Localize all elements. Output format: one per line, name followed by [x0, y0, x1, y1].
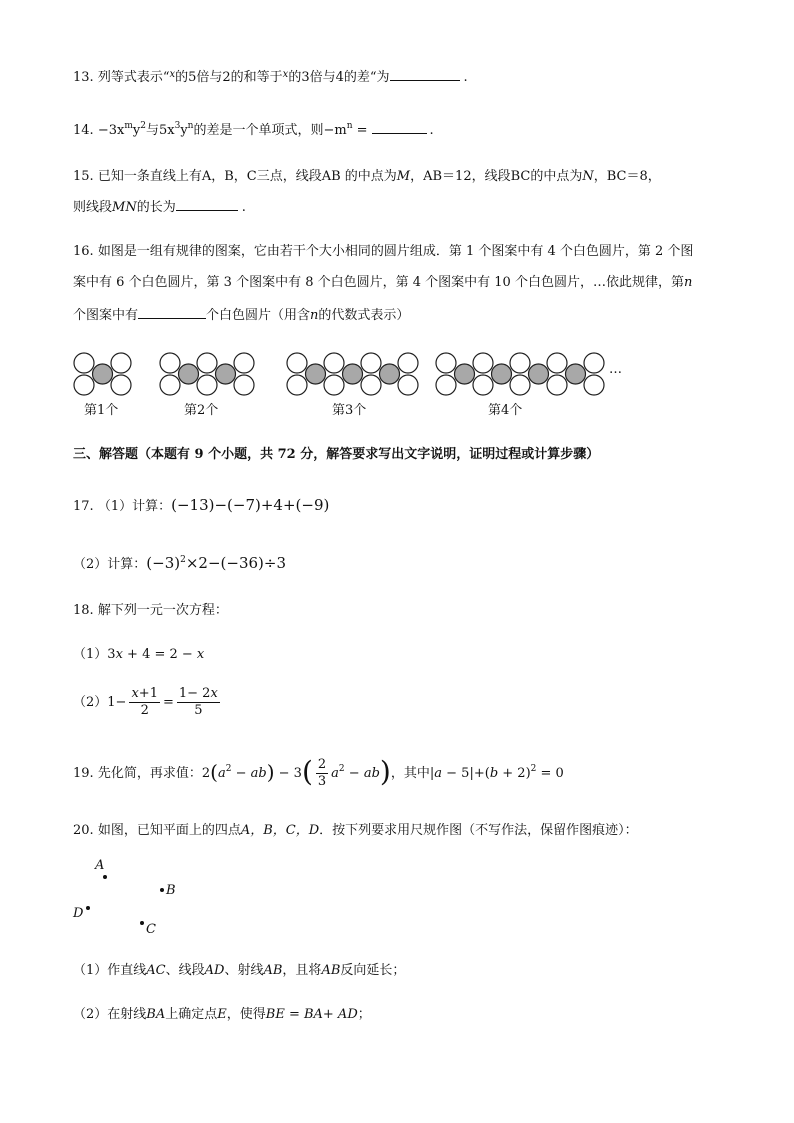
- pattern-label-4: 第4个: [488, 403, 523, 418]
- white-disc: [160, 353, 180, 373]
- q20-part2: （2）在射线BA上确定点E，使得BE = BA+ AD；: [73, 1007, 371, 1022]
- white-disc: [398, 375, 418, 395]
- fraction: $\frac{1- 2x}{5}$: [178, 686, 218, 718]
- gray-disc: [179, 364, 199, 384]
- point-a: [103, 875, 107, 879]
- gray-disc: [492, 364, 512, 384]
- q19: 19. 先化简，再求值：$2(a^2 - ab) - 3$( $\frac{2}{3}$ $a^2 - ab$)，其中$|a - 5|+(b + 2)^2 = 0$: [73, 755, 564, 789]
- q20-part1: （1）作直线AC、线段AD、射线AB，且将AB反向延长；: [73, 963, 406, 978]
- q17-part1: 17. （1）计算：(−13)−(−7)+4+(−9): [73, 496, 330, 514]
- white-disc: [197, 375, 217, 395]
- point-label-c: C: [146, 922, 156, 937]
- white-disc: [398, 353, 418, 373]
- pattern-3: [287, 353, 418, 395]
- q16-line1: 16. 如图是一组有规律的图案，它由若干个大小相同的圆片组成．第 1 个图案中有 4 个白色圆片，第 2 个图: [73, 244, 694, 259]
- section-title: 三、解答题（本题有 9 个小题，共 72 分，解答要求写出文字说明，证明过程或计算步骤）: [73, 447, 600, 462]
- q16-line2: 案中有 6 个白色圆片，第 3 个图案中有 8 个白色圆片，第 4 个图案中有 10 个白色圆片，…依此规律，第n: [73, 275, 693, 290]
- white-disc: [473, 375, 493, 395]
- white-disc: [361, 353, 381, 373]
- white-disc: [584, 375, 604, 395]
- fraction: $\frac{2}{3}$: [317, 757, 327, 789]
- gray-disc: [93, 364, 113, 384]
- white-disc: [510, 375, 530, 395]
- pattern-1: [74, 353, 131, 395]
- q18-part1: （1）3x + 4 = 2 − x: [73, 647, 205, 662]
- gray-disc: [566, 364, 586, 384]
- white-disc: [584, 353, 604, 373]
- gray-disc: [343, 364, 363, 384]
- pattern-label-1: 第1个: [84, 403, 119, 418]
- gray-disc: [306, 364, 326, 384]
- pattern-label-2: 第2个: [184, 403, 219, 418]
- point-label-d: D: [73, 906, 84, 921]
- gray-disc: [455, 364, 475, 384]
- white-disc: [74, 353, 94, 373]
- white-disc: [287, 353, 307, 373]
- point-label-a: A: [95, 858, 105, 873]
- point-c: [140, 921, 144, 925]
- white-disc: [111, 353, 131, 373]
- white-disc: [473, 353, 493, 373]
- white-disc: [361, 375, 381, 395]
- circle-pattern-figure: [0, 345, 794, 405]
- q15-line2: 则线段MN的长为 .: [73, 200, 246, 215]
- answer-blank-16[interactable]: [138, 306, 206, 319]
- q20-text: 20. 如图，已知平面上的四点A，B，C，D．按下列要求用尺规作图（不写作法，保留作图痕迹）：: [73, 823, 638, 838]
- pattern-2: [160, 353, 254, 395]
- q17-part2: （2）计算：$(-3)^2\times 2-(-36)\div 3$: [73, 554, 286, 572]
- pattern-4: [436, 353, 604, 395]
- white-disc: [547, 375, 567, 395]
- point-d: [86, 906, 90, 910]
- white-disc: [547, 353, 567, 373]
- fraction: $\frac{x+1}{2}$: [131, 686, 158, 718]
- gray-disc: [529, 364, 549, 384]
- gray-disc: [216, 364, 236, 384]
- q15-line1: 15. 已知一条直线上有A，B，C三点，线段AB 的中点为M，AB＝12，线段BC的中点为N，BC＝8，: [73, 169, 661, 184]
- white-disc: [160, 375, 180, 395]
- white-disc: [74, 375, 94, 395]
- answer-blank-14[interactable]: [372, 121, 427, 134]
- white-disc: [234, 375, 254, 395]
- point-b: [160, 888, 164, 892]
- white-disc: [197, 353, 217, 373]
- q18-part2: （2）1− $\frac{x+1}{2}$ = $\frac{1- 2x}{5}$: [73, 686, 218, 718]
- white-disc: [436, 375, 456, 395]
- answer-blank-15[interactable]: [176, 198, 238, 211]
- white-disc: [324, 375, 344, 395]
- point-label-b: B: [166, 883, 176, 898]
- answer-blank-13[interactable]: [390, 68, 460, 81]
- white-disc: [324, 353, 344, 373]
- q18-title: 18. 解下列一元一次方程：: [73, 603, 228, 618]
- white-disc: [111, 375, 131, 395]
- pattern-label-3: 第3个: [332, 403, 367, 418]
- q13: 13. 列等式表示“$^x$的5倍与2的和等于$^x$的3倍与4的差“为 .: [73, 69, 468, 85]
- q16-line3: 个图案中有 个白色圆片（用含n的代数式表示）: [73, 308, 410, 323]
- gray-disc: [380, 364, 400, 384]
- white-disc: [287, 375, 307, 395]
- q14: 14. $-3x^my^2$与$5x^3y^n$的差是一个单项式，则$-m^n$ = .: [73, 121, 434, 138]
- pattern-ellipsis: …: [609, 362, 622, 377]
- white-disc: [510, 353, 530, 373]
- white-disc: [436, 353, 456, 373]
- white-disc: [234, 353, 254, 373]
